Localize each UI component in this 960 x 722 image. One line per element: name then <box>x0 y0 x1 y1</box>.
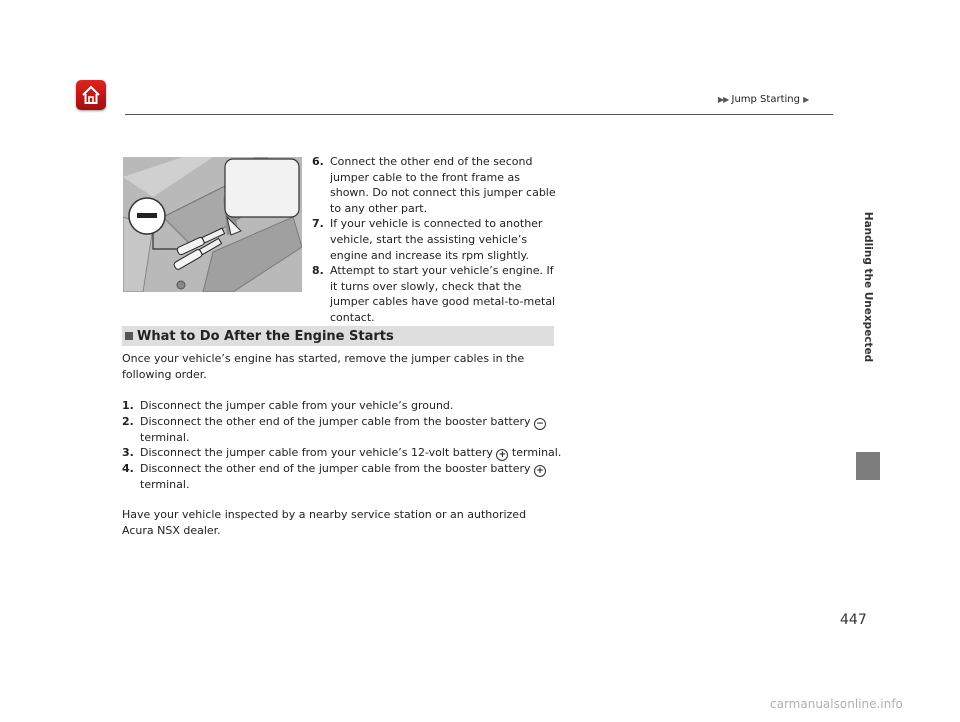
step-text: Disconnect the jumper cable from your vehicle’s 12-volt battery <box>140 446 497 460</box>
step-text: Disconnect the other end of the jumper cable from the booster battery <box>140 414 534 428</box>
step-number: 1. <box>122 399 134 412</box>
breadcrumb[interactable] <box>718 94 808 105</box>
list-item <box>312 154 562 216</box>
engine-bay-illustration <box>123 157 302 292</box>
breadcrumb-arrow-icon: ▶ <box>803 95 809 104</box>
step-text: Attempt to start your vehicle’s engine. If it turns over slowly, check that the jumper cables have good metal-to-metal contact. <box>330 264 556 324</box>
step-number: 4. <box>122 462 134 476</box>
step-text: terminal. <box>140 430 190 444</box>
list-item <box>312 216 562 263</box>
step-text: Connect the other end of the second jumper cable to the front frame as shown. Do not connect this jumper cable to any other part. <box>330 155 556 215</box>
list-item <box>122 461 562 493</box>
home-icon <box>80 84 102 106</box>
section-intro: Once your vehicle’s engine has started, remove the jumper cables in the following order. <box>122 352 525 381</box>
step-text: terminal. <box>508 446 562 460</box>
step-text: Disconnect the jumper cable from your vehicle’s ground. <box>140 399 454 412</box>
home-button[interactable] <box>76 80 106 110</box>
chapter-tab[interactable] <box>856 452 880 480</box>
removal-steps <box>122 398 562 493</box>
square-bullet-icon <box>125 332 133 340</box>
step-number: 3. <box>122 446 134 460</box>
page-number: 447 <box>840 612 867 628</box>
step-number: 7. <box>312 217 324 231</box>
connection-steps <box>312 154 562 326</box>
list-item <box>312 263 562 325</box>
breadcrumb-arrows-icon: ▶▶ <box>718 95 729 104</box>
plus-symbol-icon: + <box>534 465 546 477</box>
plus-symbol-icon: + <box>496 449 508 461</box>
step-number: 8. <box>312 264 324 278</box>
breadcrumb-link[interactable]: Jump Starting <box>731 94 800 105</box>
list-item <box>122 445 562 461</box>
list-item <box>122 414 562 446</box>
step-text: Disconnect the other end of the jumper cable from the booster battery <box>140 462 534 476</box>
list-item <box>122 398 562 414</box>
step-text: terminal. <box>140 478 190 492</box>
step-number: 6. <box>312 155 324 168</box>
minus-symbol-icon: − <box>534 418 546 430</box>
step-number: 2. <box>122 414 134 428</box>
chapter-label <box>862 211 874 363</box>
chapter-label-text: Handling the Unexpected <box>862 211 874 363</box>
section-title: What to Do After the Engine Starts <box>137 328 394 344</box>
section-heading <box>122 326 554 346</box>
header-divider <box>125 114 833 115</box>
closing-note: Have your vehicle inspected by a nearby service station or an authorized Acura NSX dealer. <box>122 508 527 537</box>
watermark-text: carmanualsonline.info <box>770 697 903 711</box>
step-text: If your vehicle is connected to another vehicle, start the assisting vehicle’s engine and increase its rpm slightly. <box>330 217 543 262</box>
